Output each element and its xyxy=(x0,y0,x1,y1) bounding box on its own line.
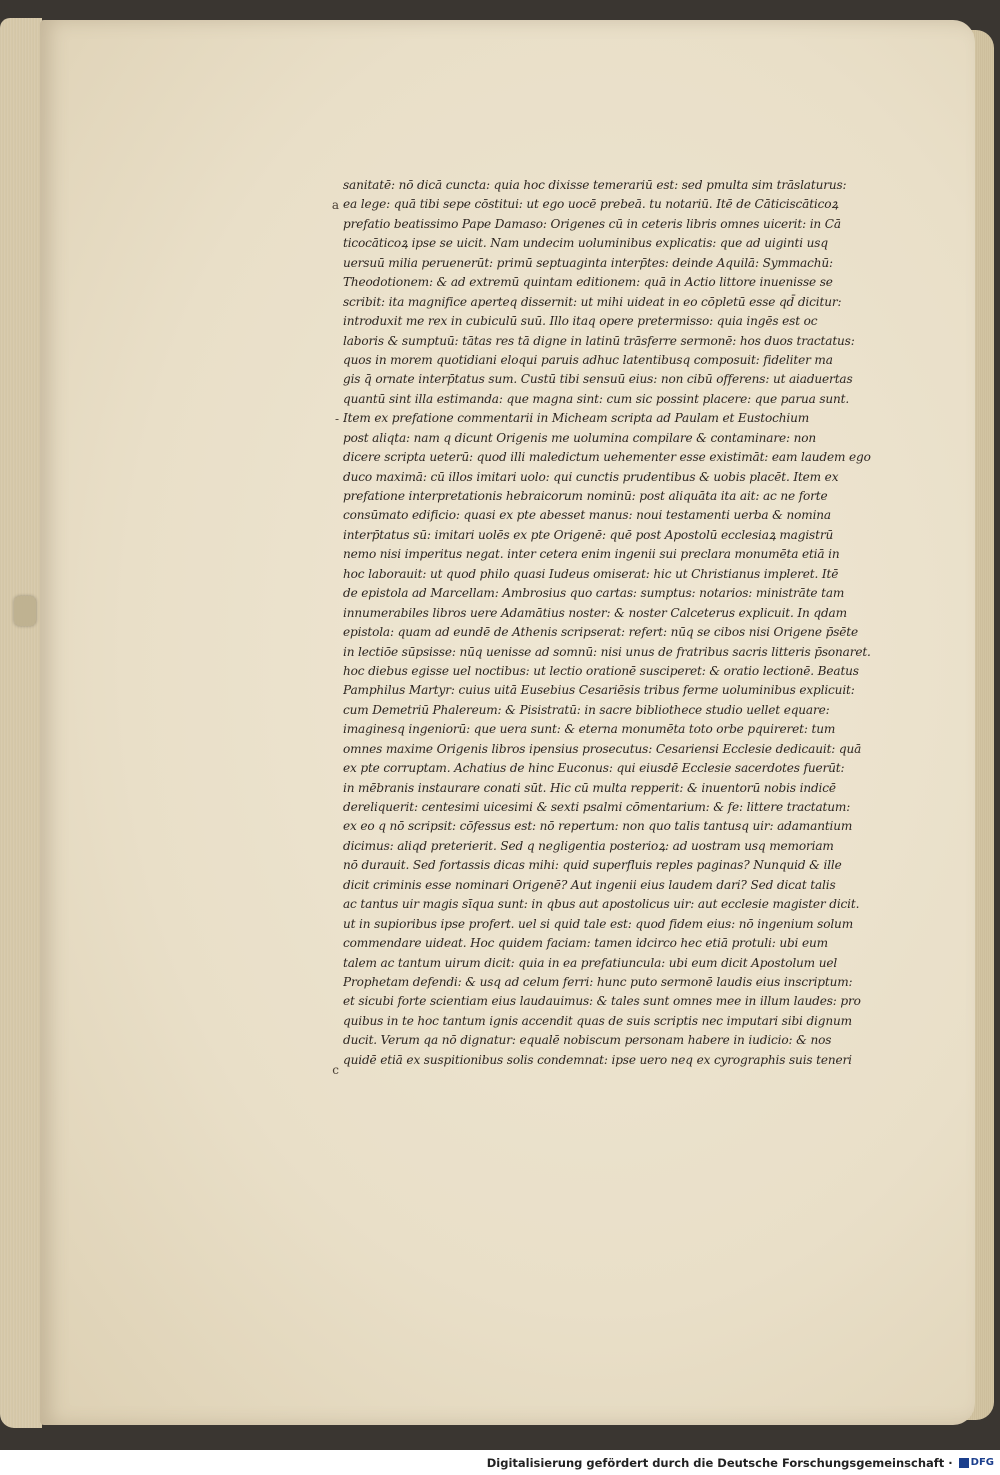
text-line: imaginesq ingeniorū: que uera sunt: & eterna monumēta toto orbe pquireret: tum xyxy=(343,722,836,737)
margin-mark: c xyxy=(332,1063,339,1077)
text-line: quos in morem quotidiani eloqui paruis adhuc latentibusq composuit: fideliter ma xyxy=(343,352,833,367)
text-line: Item ex prefatione commentarii in Micheam scripta ad Paulam et Eustochium xyxy=(343,411,810,426)
text-line: talem ac tantum uirum dicit: quia in ea prefatiuncula: ubi eum dicit Apostolum uel xyxy=(343,955,838,970)
text-line: consūmato edificio: quasi ex pte abesset manus: noui testamenti uerba & nomina xyxy=(343,508,831,523)
text-line: interp̄tatus sū: imitari uolēs ex pte Origenē: quē post Apostolū ecclesiaꝝ magistrū xyxy=(343,527,834,542)
text-line: de epistola ad Marcellam: Ambrosius quo cartas: sumptus: notarios: ministrāte tam xyxy=(343,586,845,601)
text-line: quibus in te hoc tantum ignis accendit quas de suis scriptis nec imputari sibi dignum xyxy=(343,1013,852,1028)
text-line: hoc laborauit: ut quod philo quasi Iudeus omiserat: hic ut Christianus impleret. Itē xyxy=(343,566,839,581)
text-line: laboris & sumptuū: tātas res tā digne in latinū trāsferre sermonē: hos duos tractatus: xyxy=(343,333,855,348)
text-line: scribit: ita magnifice aperteq dissernit: ut mihi uideat in eo cōpletū esse qd̄ dicitur: xyxy=(343,294,842,309)
text-line: nemo nisi imperitus negat. inter cetera enim ingenii sui preclara monumēta etiā in xyxy=(343,547,840,562)
text-line: introduxit me rex in cubiculū suū. Illo itaq opere pretermisso: quia ingēs est oc xyxy=(343,314,818,329)
dfg-logo-text: DFG xyxy=(970,1457,994,1468)
text-line: dicimus: aliqd preterierit. Sed q negligentia posterioꝝ: ad uostram usq memoriam xyxy=(343,838,834,853)
text-line: post aliqta: nam q dicunt Origenis me uolumina compilare & contaminare: non xyxy=(343,430,817,445)
page-clip xyxy=(14,596,36,626)
margin-mark: - xyxy=(334,412,339,426)
text-line: dicit criminis esse nominari Origenē? Aut ingenii eius laudem dari? Sed dicat talis xyxy=(343,877,836,892)
text-line: omnes maxime Origenis libros ipensius prosecutus: Cesariensi Ecclesie dedicauit: quā xyxy=(343,741,862,756)
text-line: ducit. Verum qa nō dignatur: equalē nobiscum personam habere in iudicio: & nos xyxy=(343,1033,832,1048)
text-line: sanitatē: nō dicā cuncta: quia hoc dixisse temerariū est: sed pmulta sim trāslaturus: xyxy=(343,178,847,192)
text-line: innumerabiles libros uere Adamātius noster: & noster Calceterus explicuit. In qdam xyxy=(343,605,847,620)
footer-bar xyxy=(0,1450,1000,1475)
text-line: quidē etiā ex suspitionibus solis condemnat: ipse uero neq ex cyrographis suis teneri xyxy=(343,1052,852,1067)
text-line: Prophetam defendi: & usq ad celum ferri: hunc puto sermonē laudis eius inscriptum: xyxy=(343,974,853,989)
text-line: epistola: quam ad eundē de Athenis scripserat: refert: nūq se cibos nisi Origene p̄sēte xyxy=(343,625,858,640)
text-line: dicere scripta ueterū: quod illi maledictum uehementer esse existimāt: eam laudem ego xyxy=(343,450,871,465)
text-line: quantū sint illa estimanda: que magna sint: cum sic possint placere: que parua sunt. xyxy=(343,391,850,406)
text-line: cum Demetriū Phalereum: & Pisistratū: in sacre bibliothece studio uellet equare: xyxy=(343,702,830,717)
text-line: ea lege: quā tibi sepe cōstitui: ut ego uocē prebeā. tu notariū. Itē de Cāticiscāticoꝝ xyxy=(343,197,839,212)
text-line: Pamphilus Martyr: cuius uitā Eusebius Cesariēsis tribus ferme uoluminibus explicuit: xyxy=(343,683,855,698)
text-line: ex pte corruptam. Achatius de hinc Euconus: qui eiusdē Ecclesie sacerdotes fuerūt: xyxy=(343,761,845,776)
margin-mark: a xyxy=(331,198,339,212)
text-line: dereliquerit: centesimi uicesimi & sexti psalmi cōmentarium: & fe: littere tractatum: xyxy=(343,800,851,814)
text-line: hoc diebus egisse uel noctibus: ut lectio orationē susciperet: & oratio lectionē. Beatus xyxy=(343,663,859,678)
text-line: nō durauit. Sed fortassis dicas mihi: quid superfluis reples paginas? Nunquid & ille xyxy=(343,858,842,873)
text-line: in mēbranis instaurare conati sūt. Hic cū multa repperit: & inuentorū nobis indicē xyxy=(343,780,836,795)
dfg-logo[interactable] xyxy=(959,1457,994,1468)
text-line: prefatione interpretationis hebraicorum nominū: post aliquāta ita ait: ac ne forte xyxy=(343,489,828,503)
text-line: uersuū milia peruenerūt: primū septuaginta interp̄tes: deinde Aquilā: Symmachū: xyxy=(343,255,833,270)
text-line: gis q̄ ornate interp̄tatus sum. Custū tibi sensuū eius: non cibū offerens: ut aiaduertas xyxy=(343,372,853,387)
text-line: in lectiōe sūpsisse: nūq uenisse ad somnū: nisi unus de fratribus sacris litteris p̄sonaret. xyxy=(343,644,871,659)
text-line: ex eo q nō scripsit: cōfessus est: nō repertum: non quo talis tantusq uir: adamantium xyxy=(343,819,853,834)
left-page-edges xyxy=(0,18,42,1428)
dfg-logo-mark-icon xyxy=(959,1458,969,1468)
digitization-credit: Digitalisierung gefördert durch die Deutsche Forschungsgemeinschaft · xyxy=(486,1455,953,1470)
text-line: ticocāticoꝝ ipse se uicit. Nam undecim uoluminibus explicatis: que ad uiginti usq xyxy=(343,236,828,251)
text-line: commendare uideat. Hoc quidem faciam: tamen idcirco hec etiā protuli: ubi eum xyxy=(343,936,828,951)
text-line: prefatio beatissimo Pape Damaso: Origenes cū in ceteris libris omnes uicerit: in Cā xyxy=(343,216,841,231)
text-line: ac tantus uir magis sīqua sunt: in qbus aut apostolicus uir: aut ecclesie magister dicit. xyxy=(343,897,860,912)
text-line: duco maximā: cū illos imitari uolo: qui cunctis prudentibus & uobis placēt. Item ex xyxy=(343,469,839,484)
text-line: Theodotionem: & ad extremū quintam editionem: quā in Actio littore inuenisse se xyxy=(343,275,833,290)
body-text xyxy=(343,176,923,1070)
text-line: ut in supioribus ipse profert. uel si quid tale est: quod fidem eius: nō ingenium solum xyxy=(343,916,854,931)
text-line: et sicubi forte scientiam eius laudauimus: & tales sunt omnes mee in illum laudes: pro xyxy=(343,994,861,1009)
